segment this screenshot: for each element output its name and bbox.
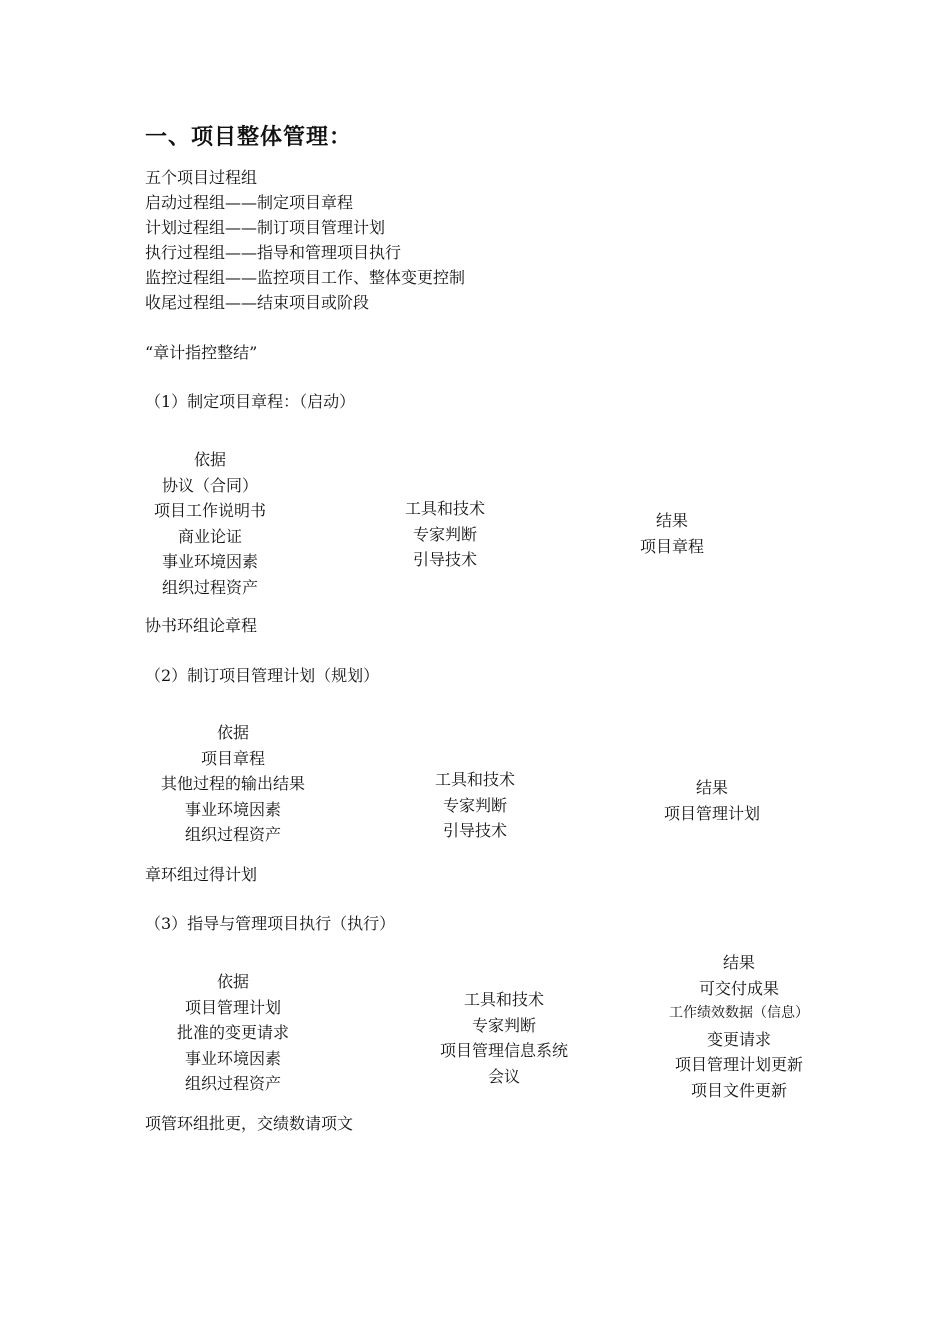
tool-item: 专家判断 (442, 795, 507, 815)
section-1-mnemonic: 协书环组论章程 (145, 616, 258, 635)
input-item: 商业论证 (177, 526, 242, 546)
input-item: 依据 (216, 972, 249, 991)
section-3-outputs (659, 950, 819, 1103)
page-title: 一、项目整体管理： (145, 125, 353, 150)
input-item: 组织过程资产 (184, 1074, 281, 1093)
section-1-tools (385, 496, 505, 573)
input-item: 协议（合同） (161, 475, 258, 495)
section-2-outputs (652, 775, 772, 826)
input-item: 依据 (193, 450, 226, 469)
tool-item: 会议 (487, 1066, 520, 1086)
tool-item: 项目管理信息系统 (439, 1041, 568, 1060)
intro-line: 收尾过程组——结束项目或阶段 (145, 293, 370, 312)
input-item: 其他过程的输出结果 (160, 774, 305, 793)
section-1-outputs (622, 508, 722, 559)
intro-line: 启动过程组——制定项目章程 (145, 193, 354, 212)
intro-line: 计划过程组——制订项目管理计划 (145, 218, 386, 237)
section-3-inputs (158, 969, 308, 1097)
output-item: 可交付成果 (698, 978, 779, 998)
output-item: 项目管理计划 (663, 803, 760, 823)
section-1-inputs (130, 447, 290, 600)
section-2-heading: （2）制订项目管理计划（规划） (145, 666, 380, 685)
input-item: 项目工作说明书 (153, 501, 266, 520)
tool-item: 工具和技术 (434, 770, 515, 789)
input-item: 项目管理计划 (184, 997, 281, 1017)
output-item: 结果 (695, 778, 728, 797)
intro-line: 五个项目过程组 (145, 168, 258, 187)
tool-item: 专家判断 (471, 1015, 536, 1035)
input-item: 事业环境因素 (184, 799, 281, 819)
output-item: 项目章程 (639, 536, 704, 556)
output-item: 结果 (655, 511, 688, 530)
input-item: 组织过程资产 (184, 825, 281, 844)
input-item: 事业环境因素 (161, 552, 258, 571)
output-item: 项目文件更新 (690, 1080, 787, 1100)
input-item: 批准的变更请求 (176, 1023, 289, 1042)
output-item: 变更请求 (706, 1029, 771, 1049)
section-3-tools (429, 987, 579, 1089)
intro-mnemonic: “章计指控整结” (145, 343, 258, 362)
tool-item: 引导技术 (442, 821, 507, 840)
section-1-heading: （1）制定项目章程：（启动） (145, 392, 356, 411)
tool-item: 工具和技术 (404, 499, 485, 518)
output-item: 结果 (722, 953, 755, 972)
input-item: 组织过程资产 (161, 577, 258, 597)
tool-item: 引导技术 (412, 550, 477, 569)
output-item: 项目管理计划更新 (674, 1055, 803, 1074)
intro-line: 执行过程组——指导和管理项目执行 (145, 243, 402, 262)
tool-item: 专家判断 (412, 524, 477, 544)
input-item: 事业环境因素 (184, 1048, 281, 1068)
section-2-inputs (143, 720, 323, 848)
output-item: 工作绩效数据（信息） (669, 1005, 809, 1021)
intro-line: 监控过程组——监控项目工作、整体变更控制 (145, 268, 466, 287)
section-3-heading: （3）指导与管理项目执行（执行） (145, 914, 396, 933)
process-groups-list (145, 165, 465, 315)
input-item: 依据 (216, 723, 249, 742)
section-2-tools (415, 767, 535, 844)
section-2-mnemonic: 章环组过得计划 (145, 865, 258, 884)
section-3-mnemonic: 项管环组批更，交绩数请项文 (145, 1114, 354, 1133)
tool-item: 工具和技术 (463, 990, 544, 1009)
input-item: 项目章程 (200, 748, 265, 768)
